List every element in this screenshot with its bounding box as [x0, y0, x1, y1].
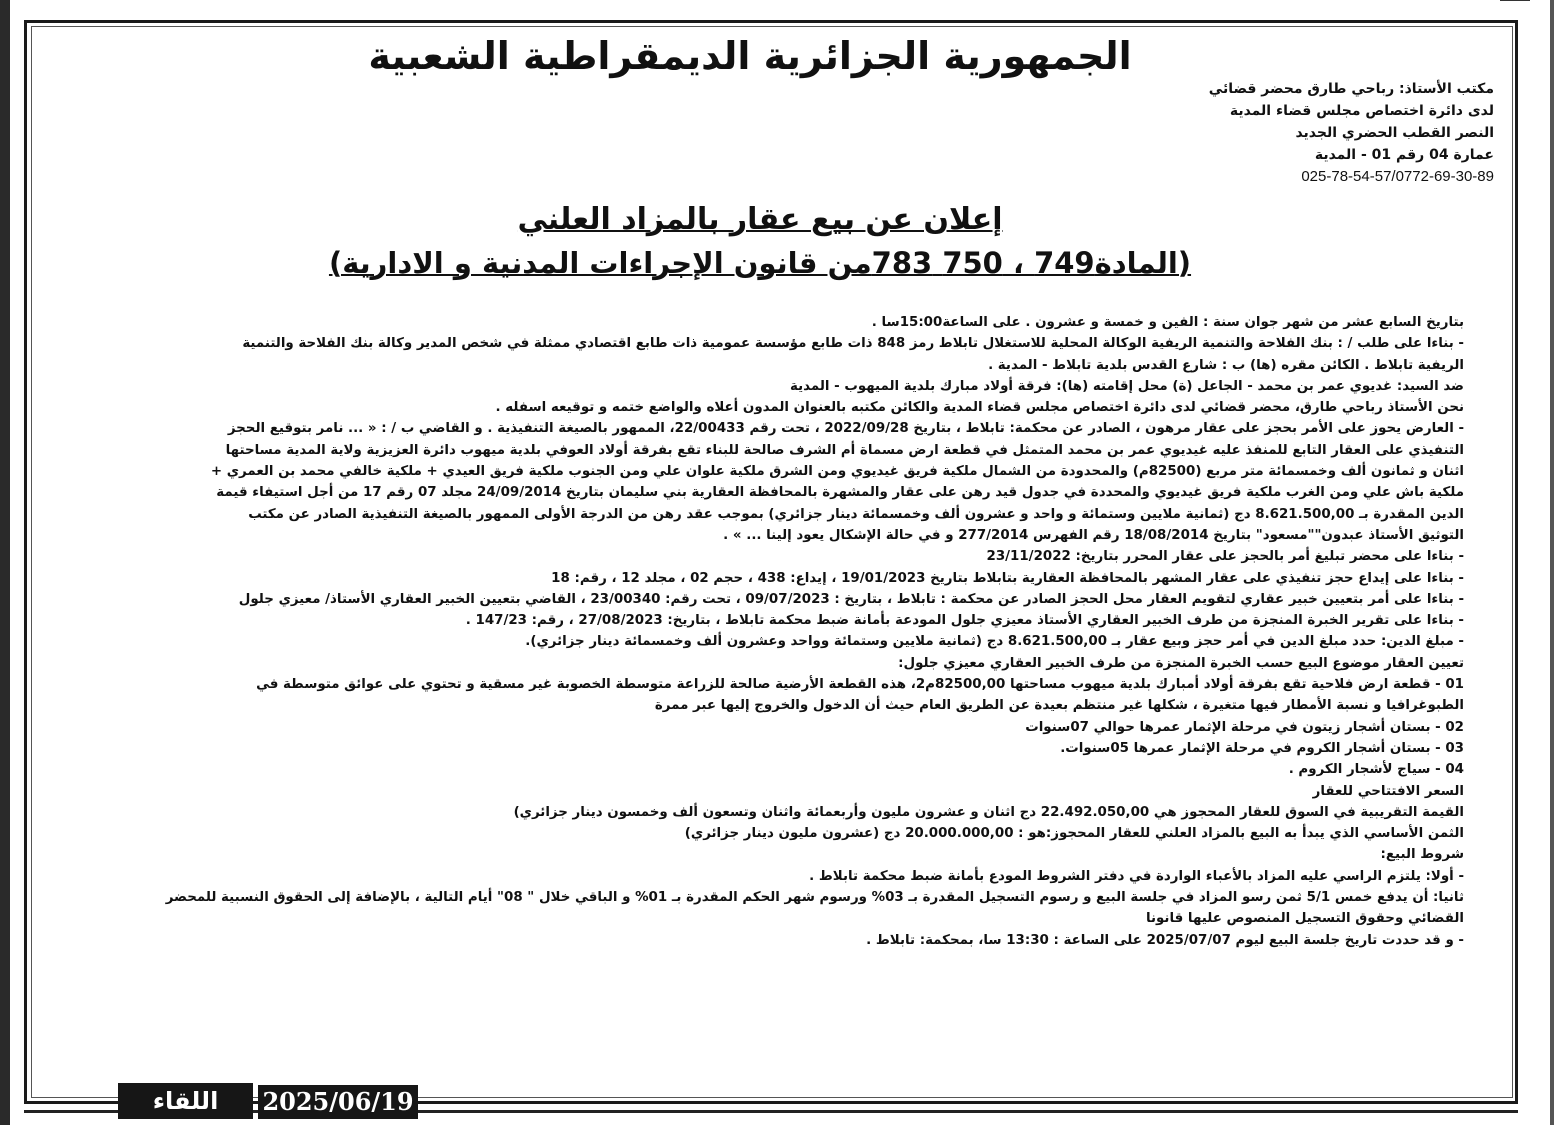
body-line: 01 - قطعة ارض فلاحية تقع بفرقة أولاد أمبارك بلدية ميهوب مساحتها 82500,00م2، هذه القطعة الأرضية صالحة للزراعة متوسطة الخصوبة غير مسقية و تحتوي على عوائق متوسطة في: [256, 677, 1464, 693]
bailiff-office-block: [934, 78, 1494, 188]
body-line: ضد السيد: غديوي عمر بن محمد - الجاعل (ة) محل إقامته (ها): فرقة أولاد مبارك بلدية الميهوب - المدية: [790, 378, 1464, 394]
body-line: الثمن الأساسي الذي يبدأ به البيع بالمزاد العلني للعقار المحجوز:هو : 20.000.000,00 دج (عشرون مليون دينار جزائري): [684, 826, 1464, 842]
body-line: ملكية باش علي ومن الغرب ملكية فريق غيديوي والمحددة في جدول قيد رهن على عقار والمشهرة بالمحافظة العقارية بني سليمان بتاريخ 24/09/2014 مجلد 07 رقم 17 من أجل استيفاء قيمة: [216, 485, 1464, 501]
newspaper-name-badge: اللقاء: [118, 1083, 253, 1119]
publication-date-badge: 2025/06/19: [258, 1085, 418, 1119]
notice-body: [34, 312, 1464, 972]
republic-heading: الجمهورية الجزائرية الديمقراطية الشعبية: [368, 34, 1132, 78]
body-line: الريفية تابلاط . الكائن مقره (ها) ب : شارع القدس بلدية تابلاط - المدية .: [988, 357, 1464, 373]
body-line: ثانيا: أن يدفع خمس 5/1 ثمن رسو المزاد في جلسة البيع و رسوم التسجيل المقدرة بـ 03% ورسوم شهر الحكم المقدرة بـ 01% و الباقي خلال " 08" أيام التالية ، بالإضافة إلى الحقوق النسبية للمحضر: [165, 890, 1464, 906]
body-line: - العارض يحوز على الأمر بحجز على عقار مرهون ، الصادر عن محكمة: تابلاط ، بتاريخ 2022/09/28 ، تحت رقم 22/00433، الممهور بالصيغة التنفيذية . و القاضي ب / : « ... نامر بتوقيع الحجز: [227, 421, 1464, 437]
body-line: - و قد حددت تاريخ جلسة البيع ليوم 2025/07/07 على الساعة : 13:30 سا، بمحكمة: تابلاط .: [866, 932, 1464, 948]
body-line: 04 - سياج لأشجار الكروم .: [1288, 762, 1464, 778]
body-line: نحن الأستاذ رباحي طارق، محضر قضائي لدى دائرة اختصاص مجلس قضاء المدية والكائن مكتبه بالعنوان المدون أعلاه والواضع ختمه و توقيعه اسفله .: [495, 400, 1464, 416]
body-line: شروط البيع:: [1380, 847, 1464, 863]
body-line: اثنان و ثمانون ألف وخمسمائة متر مربع (82500م) والمحدودة من الشمال ملكية فريق غيديوي ومن الشرق ملكية علوان علي ومن الجنوب ملكية فريق العيدي + ملكية خالفي محمد بن العمري +: [210, 464, 1464, 480]
office-district: النصر القطب الحضري الجديد: [1295, 125, 1494, 141]
body-line: - أولا: يلتزم الراسي عليه المزاد بالأعباء الواردة في دفتر الشروط المودع بأمانة ضبط محكمة تابلاط .: [809, 868, 1464, 884]
body-line: التوثيق الأستاذ عبدون""مسعود" بتاريخ 18/08/2014 رقم الفهرس 277/2014 و في حالة الإشكال يعود إلينا ... » .: [723, 527, 1464, 543]
body-line: - مبلغ الدين: حدد مبلغ الدين في أمر حجز وبيع عقار بـ 8.621.500,00 دج (ثمانية ملايين وستمائة وواحد وعشرون ألف وخمسمائة دينار جزائري).: [525, 634, 1464, 650]
right-page-edge: [1550, 0, 1554, 1125]
body-line: 02 - بستان أشجار زيتون في مرحلة الإثمار عمرها حوالي 07سنوات: [1025, 719, 1464, 735]
body-line: الطبوغرافيا و نسبة الأمطار فيها متغيرة ، شكلها غير منتظم بعيدة عن الطريق العام حيث أن الدخول والخروج إليها عبر ممرة: [654, 698, 1464, 714]
notice-subtitle: (المادة749 ، 750 783من قانون الإجراءات المدنية و الادارية): [328, 246, 1192, 280]
notice-title: إعلان عن بيع عقار بالمزاد العلني: [517, 202, 1003, 237]
body-line: - بناءا على طلب / : بنك الفلاحة والتنمية الريفية الوكالة المحلية للاستغلال تابلاط رمز 848 ذات طابع مؤسسة عمومية ذات طابع اقتصادي ممثلة في شخص المدير وكالة بنك الفلاحة والتنمية: [242, 336, 1464, 352]
body-line: - بناءا على تقرير الخبرة المنجزة من طرف الخبير العقاري الأستاذ معيزي جلول المودعة بأمانة ضبط محكمة تابلاط ، بتاريخ: 27/08/2023 ، رقم: 147/23 .: [465, 613, 1464, 629]
body-line: - بناءا على أمر بتعيين خبير عقاري لتقويم العقار محل الحجز الصادر عن محكمة : تابلاط ، بتاريخ : 09/07/2023 ، تحت رقم: 23/00340 ، القاضي بتعيين الخبير العقاري الأستاذ/ معيزي جلول: [238, 591, 1464, 607]
office-name: مكتب الأستاذ: رباحي طارق محضر قضائي: [1208, 81, 1494, 97]
body-line: بتاريخ السابع عشر من شهر جوان سنة : الفين و خمسة و عشرون . على الساعة15:00سا .: [871, 315, 1464, 330]
office-jurisdiction: لدى دائرة اختصاص مجلس قضاء المدية: [1229, 103, 1494, 119]
office-address: عمارة 04 رقم 01 - المدية: [1314, 147, 1494, 163]
body-line: - بناءا على إيداع حجز تنفيذي على عقار المشهر بالمحافظة العقارية بتابلاط بتاريخ 19/01/2023 ، إيداع: 438 ، حجم 02 ، مجلد 12 ، رقم: 18: [551, 570, 1464, 586]
left-page-edge: [0, 0, 10, 1125]
office-phone: 025-78-54-57/0772-69-30-89: [1301, 168, 1494, 185]
body-line: [34, 951, 1464, 972]
body-line: تعيين العقار موضوع البيع حسب الخبرة المنجزة من طرف الخبير العقاري معيزي جلول:: [898, 655, 1464, 671]
body-line: القضائي وحقوق التسجيل المنصوص عليها قانونا: [1145, 911, 1464, 927]
body-line: الدين المقدرة بـ 8.621.500,00 دج (ثمانية ملايين وستمائة و واحد و عشرون ألف وخمسمائة دينار جزائري) بموجب عقد رهن من الدرجة الأولى الممهور بالصيغة التنفيذية الصادر عن مكتب: [248, 506, 1464, 522]
body-line: - بناءا على محضر تبليغ أمر بالحجز على عقار المحرر بتاريخ: 23/11/2022: [986, 549, 1464, 565]
body-line: السعر الافتتاحي للعقار: [1312, 783, 1464, 799]
top-corner-rule: [1500, 0, 1530, 1]
body-line: القيمة التقريبية في السوق للعقار المحجوز هي 22.492.050,00 دج اثنان و عشرون مليون وأربعمائة واثنان وتسعون ألف وخمسون دينار جزائري): [513, 804, 1464, 820]
body-line: التنفيذي على العقار التابع للمنفذ عليه غيديوي عمر بن محمد المتمثل في قطعة ارض مسماة أم الشرف صالحة للبناء تقع بفرقة أولاد العوفي بلدية ميهوب دائرة العزيزية ولاية المدية مساحتها: [225, 442, 1464, 458]
body-line: 03 - بستان أشجار الكروم في مرحلة الإثمار عمرها 05سنوات.: [1060, 740, 1464, 756]
